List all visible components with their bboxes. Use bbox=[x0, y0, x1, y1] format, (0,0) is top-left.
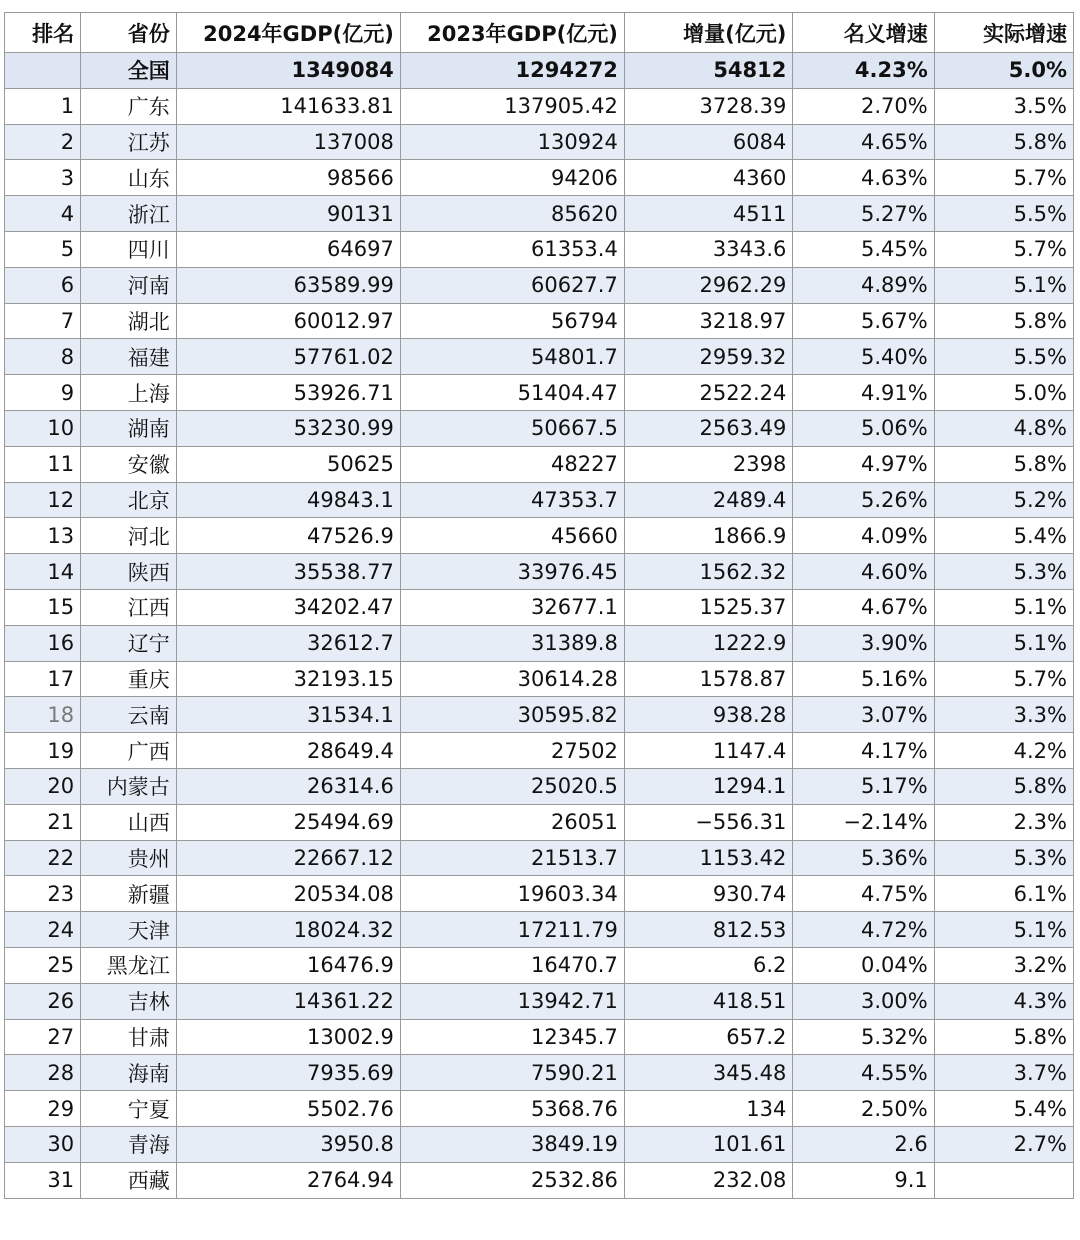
cell-rank[interactable]: 16 bbox=[5, 625, 81, 661]
cell-gdp-2024[interactable]: 26314.6 bbox=[176, 768, 400, 804]
cell-province[interactable]: 西藏 bbox=[81, 1162, 177, 1198]
cell-rank[interactable]: 11 bbox=[5, 446, 81, 482]
cell-gdp-2023[interactable]: 5368.76 bbox=[400, 1091, 624, 1127]
cell-rank[interactable]: 3 bbox=[5, 160, 81, 196]
cell-gdp-2023[interactable]: 130924 bbox=[400, 124, 624, 160]
cell-increase[interactable]: 1153.42 bbox=[624, 840, 793, 876]
cell-province[interactable]: 安徽 bbox=[81, 446, 177, 482]
table-header bbox=[5, 13, 1074, 53]
cell-rank[interactable]: 30 bbox=[5, 1126, 81, 1162]
header-real-growth[interactable]: 实际增速 bbox=[934, 13, 1073, 53]
cell-gdp-2023[interactable]: 13942.71 bbox=[400, 983, 624, 1019]
table-row bbox=[5, 196, 1074, 232]
cell-gdp-2024[interactable]: 13002.9 bbox=[176, 1019, 400, 1055]
cell-gdp-2024[interactable]: 1349084 bbox=[176, 53, 400, 89]
cell-province[interactable]: 甘肃 bbox=[81, 1019, 177, 1055]
cell-province[interactable]: 贵州 bbox=[81, 840, 177, 876]
cell-gdp-2023[interactable]: 137905.42 bbox=[400, 88, 624, 124]
cell-gdp-2023[interactable]: 60627.7 bbox=[400, 267, 624, 303]
cell-nominal-growth[interactable]: 5.06% bbox=[793, 410, 934, 446]
cell-province[interactable]: 四川 bbox=[81, 231, 177, 267]
cell-gdp-2023[interactable]: 3849.19 bbox=[400, 1126, 624, 1162]
header-nominal-growth[interactable]: 名义增速 bbox=[793, 13, 934, 53]
cell-province[interactable]: 重庆 bbox=[81, 661, 177, 697]
cell-real-growth[interactable]: 5.4% bbox=[934, 1091, 1073, 1127]
cell-nominal-growth[interactable]: 4.75% bbox=[793, 876, 934, 912]
cell-gdp-2024[interactable]: 50625 bbox=[176, 446, 400, 482]
header-province[interactable]: 省份 bbox=[81, 13, 177, 53]
cell-real-growth[interactable]: 4.8% bbox=[934, 410, 1073, 446]
cell-real-growth[interactable]: 5.5% bbox=[934, 196, 1073, 232]
table-row bbox=[5, 518, 1074, 554]
cell-province[interactable]: 宁夏 bbox=[81, 1091, 177, 1127]
cell-gdp-2024[interactable]: 34202.47 bbox=[176, 589, 400, 625]
cell-gdp-2024[interactable]: 7935.69 bbox=[176, 1055, 400, 1091]
cell-province[interactable]: 浙江 bbox=[81, 196, 177, 232]
cell-real-growth[interactable]: 5.1% bbox=[934, 589, 1073, 625]
cell-gdp-2024[interactable]: 90131 bbox=[176, 196, 400, 232]
header-gdp-2023[interactable]: 2023年GDP(亿元) bbox=[400, 13, 624, 53]
cell-gdp-2024[interactable]: 49843.1 bbox=[176, 482, 400, 518]
table-row bbox=[5, 1162, 1074, 1198]
cell-province[interactable]: 广西 bbox=[81, 733, 177, 769]
cell-rank[interactable]: 31 bbox=[5, 1162, 81, 1198]
cell-real-growth[interactable]: 2.3% bbox=[934, 804, 1073, 840]
cell-rank[interactable]: 15 bbox=[5, 589, 81, 625]
cell-province[interactable]: 陕西 bbox=[81, 554, 177, 590]
cell-province[interactable]: 江苏 bbox=[81, 124, 177, 160]
cell-gdp-2024[interactable]: 32612.7 bbox=[176, 625, 400, 661]
table-row-total bbox=[5, 53, 1074, 89]
cell-nominal-growth[interactable]: 5.40% bbox=[793, 339, 934, 375]
cell-gdp-2023[interactable]: 85620 bbox=[400, 196, 624, 232]
cell-real-growth[interactable]: 5.7% bbox=[934, 661, 1073, 697]
cell-real-growth[interactable]: 3.3% bbox=[934, 697, 1073, 733]
cell-rank[interactable]: 24 bbox=[5, 912, 81, 948]
cell-province[interactable]: 天津 bbox=[81, 912, 177, 948]
cell-gdp-2024[interactable]: 20534.08 bbox=[176, 876, 400, 912]
cell-increase[interactable]: 1147.4 bbox=[624, 733, 793, 769]
cell-nominal-growth[interactable]: 3.07% bbox=[793, 697, 934, 733]
cell-nominal-growth[interactable]: 4.09% bbox=[793, 518, 934, 554]
cell-province[interactable]: 山西 bbox=[81, 804, 177, 840]
cell-real-growth[interactable]: 5.8% bbox=[934, 124, 1073, 160]
cell-province[interactable]: 山东 bbox=[81, 160, 177, 196]
cell-nominal-growth[interactable]: 4.97% bbox=[793, 446, 934, 482]
cell-increase[interactable]: 1578.87 bbox=[624, 661, 793, 697]
table-row bbox=[5, 1019, 1074, 1055]
cell-real-growth[interactable]: 5.4% bbox=[934, 518, 1073, 554]
cell-gdp-2023[interactable]: 21513.7 bbox=[400, 840, 624, 876]
cell-increase[interactable]: 6.2 bbox=[624, 947, 793, 983]
cell-province[interactable]: 上海 bbox=[81, 375, 177, 411]
cell-real-growth[interactable]: 5.1% bbox=[934, 625, 1073, 661]
cell-gdp-2023[interactable]: 1294272 bbox=[400, 53, 624, 89]
cell-rank[interactable]: 13 bbox=[5, 518, 81, 554]
cell-gdp-2023[interactable]: 94206 bbox=[400, 160, 624, 196]
cell-real-growth[interactable]: 5.2% bbox=[934, 482, 1073, 518]
cell-gdp-2023[interactable]: 33976.45 bbox=[400, 554, 624, 590]
cell-gdp-2024[interactable]: 141633.81 bbox=[176, 88, 400, 124]
cell-gdp-2023[interactable]: 51404.47 bbox=[400, 375, 624, 411]
cell-real-growth[interactable]: 5.0% bbox=[934, 375, 1073, 411]
cell-nominal-growth[interactable]: 5.16% bbox=[793, 661, 934, 697]
table-row bbox=[5, 410, 1074, 446]
cell-nominal-growth[interactable]: 3.00% bbox=[793, 983, 934, 1019]
cell-rank[interactable]: 1 bbox=[5, 88, 81, 124]
cell-real-growth[interactable]: 5.0% bbox=[934, 53, 1073, 89]
cell-nominal-growth[interactable]: 2.70% bbox=[793, 88, 934, 124]
cell-province[interactable]: 江西 bbox=[81, 589, 177, 625]
cell-rank[interactable]: 4 bbox=[5, 196, 81, 232]
cell-nominal-growth[interactable]: 4.91% bbox=[793, 375, 934, 411]
cell-gdp-2024[interactable]: 47526.9 bbox=[176, 518, 400, 554]
cell-increase[interactable]: 3728.39 bbox=[624, 88, 793, 124]
cell-nominal-growth[interactable]: 9.1 bbox=[793, 1162, 934, 1198]
cell-increase[interactable]: 938.28 bbox=[624, 697, 793, 733]
table-row bbox=[5, 661, 1074, 697]
header-row bbox=[5, 13, 1074, 53]
cell-gdp-2024[interactable]: 2764.94 bbox=[176, 1162, 400, 1198]
cell-rank[interactable]: 9 bbox=[5, 375, 81, 411]
cell-nominal-growth[interactable]: 2.50% bbox=[793, 1091, 934, 1127]
cell-increase[interactable]: 657.2 bbox=[624, 1019, 793, 1055]
cell-nominal-growth[interactable]: 4.89% bbox=[793, 267, 934, 303]
cell-gdp-2024[interactable]: 28649.4 bbox=[176, 733, 400, 769]
cell-rank[interactable]: 21 bbox=[5, 804, 81, 840]
cell-rank[interactable]: 17 bbox=[5, 661, 81, 697]
cell-increase[interactable]: 6084 bbox=[624, 124, 793, 160]
cell-province[interactable]: 海南 bbox=[81, 1055, 177, 1091]
cell-gdp-2023[interactable]: 2532.86 bbox=[400, 1162, 624, 1198]
cell-gdp-2024[interactable]: 137008 bbox=[176, 124, 400, 160]
cell-nominal-growth[interactable]: 5.67% bbox=[793, 303, 934, 339]
cell-nominal-growth[interactable]: 2.6 bbox=[793, 1126, 934, 1162]
cell-real-growth[interactable]: 5.7% bbox=[934, 231, 1073, 267]
table-row bbox=[5, 303, 1074, 339]
cell-gdp-2023[interactable]: 27502 bbox=[400, 733, 624, 769]
cell-province[interactable]: 内蒙古 bbox=[81, 768, 177, 804]
cell-increase[interactable]: 2489.4 bbox=[624, 482, 793, 518]
cell-gdp-2024[interactable]: 57761.02 bbox=[176, 339, 400, 375]
cell-real-growth[interactable]: 4.3% bbox=[934, 983, 1073, 1019]
cell-real-growth[interactable] bbox=[934, 1162, 1073, 1198]
cell-gdp-2024[interactable]: 63589.99 bbox=[176, 267, 400, 303]
cell-real-growth[interactable]: 5.1% bbox=[934, 267, 1073, 303]
table-row bbox=[5, 912, 1074, 948]
cell-gdp-2024[interactable]: 31534.1 bbox=[176, 697, 400, 733]
cell-gdp-2023[interactable]: 61353.4 bbox=[400, 231, 624, 267]
cell-province[interactable]: 云南 bbox=[81, 697, 177, 733]
cell-increase[interactable]: 4511 bbox=[624, 196, 793, 232]
cell-increase[interactable]: 1866.9 bbox=[624, 518, 793, 554]
cell-province[interactable]: 辽宁 bbox=[81, 625, 177, 661]
cell-province[interactable]: 广东 bbox=[81, 88, 177, 124]
cell-rank[interactable]: 6 bbox=[5, 267, 81, 303]
cell-increase[interactable]: 1294.1 bbox=[624, 768, 793, 804]
cell-gdp-2023[interactable]: 50667.5 bbox=[400, 410, 624, 446]
cell-real-growth[interactable]: 5.7% bbox=[934, 160, 1073, 196]
cell-province[interactable]: 新疆 bbox=[81, 876, 177, 912]
cell-nominal-growth[interactable]: 5.36% bbox=[793, 840, 934, 876]
cell-increase[interactable]: 1525.37 bbox=[624, 589, 793, 625]
cell-nominal-growth[interactable]: 4.60% bbox=[793, 554, 934, 590]
cell-increase[interactable]: −556.31 bbox=[624, 804, 793, 840]
cell-nominal-growth[interactable]: 4.67% bbox=[793, 589, 934, 625]
table-row bbox=[5, 446, 1074, 482]
cell-increase[interactable]: 812.53 bbox=[624, 912, 793, 948]
cell-nominal-growth[interactable]: 5.27% bbox=[793, 196, 934, 232]
cell-real-growth[interactable]: 3.5% bbox=[934, 88, 1073, 124]
cell-real-growth[interactable]: 5.5% bbox=[934, 339, 1073, 375]
table-row bbox=[5, 375, 1074, 411]
cell-rank[interactable]: 7 bbox=[5, 303, 81, 339]
cell-increase[interactable]: 101.61 bbox=[624, 1126, 793, 1162]
cell-real-growth[interactable]: 5.3% bbox=[934, 840, 1073, 876]
table-row bbox=[5, 625, 1074, 661]
cell-increase[interactable]: 1562.32 bbox=[624, 554, 793, 590]
cell-rank[interactable]: 12 bbox=[5, 482, 81, 518]
cell-gdp-2023[interactable]: 48227 bbox=[400, 446, 624, 482]
header-gdp-2024[interactable]: 2024年GDP(亿元) bbox=[176, 13, 400, 53]
cell-increase[interactable]: 2398 bbox=[624, 446, 793, 482]
cell-increase[interactable]: 1222.9 bbox=[624, 625, 793, 661]
cell-real-growth[interactable]: 3.2% bbox=[934, 947, 1073, 983]
cell-province[interactable]: 青海 bbox=[81, 1126, 177, 1162]
cell-rank[interactable]: 10 bbox=[5, 410, 81, 446]
cell-increase[interactable]: 3218.97 bbox=[624, 303, 793, 339]
table-row bbox=[5, 231, 1074, 267]
cell-rank[interactable]: 8 bbox=[5, 339, 81, 375]
cell-rank[interactable]: 26 bbox=[5, 983, 81, 1019]
table-row bbox=[5, 482, 1074, 518]
table-row bbox=[5, 160, 1074, 196]
cell-gdp-2024[interactable]: 64697 bbox=[176, 231, 400, 267]
cell-nominal-growth[interactable]: 4.63% bbox=[793, 160, 934, 196]
table-row bbox=[5, 983, 1074, 1019]
cell-gdp-2024[interactable]: 22667.12 bbox=[176, 840, 400, 876]
cell-nominal-growth[interactable]: 4.23% bbox=[793, 53, 934, 89]
cell-nominal-growth[interactable]: 4.65% bbox=[793, 124, 934, 160]
cell-gdp-2024[interactable]: 5502.76 bbox=[176, 1091, 400, 1127]
cell-increase[interactable]: 54812 bbox=[624, 53, 793, 89]
cell-rank[interactable]: 19 bbox=[5, 733, 81, 769]
cell-gdp-2023[interactable]: 26051 bbox=[400, 804, 624, 840]
cell-gdp-2023[interactable]: 56794 bbox=[400, 303, 624, 339]
cell-nominal-growth[interactable]: 5.26% bbox=[793, 482, 934, 518]
cell-real-growth[interactable]: 5.3% bbox=[934, 554, 1073, 590]
table-row bbox=[5, 804, 1074, 840]
cell-rank[interactable]: 14 bbox=[5, 554, 81, 590]
cell-increase[interactable]: 418.51 bbox=[624, 983, 793, 1019]
table-body bbox=[5, 53, 1074, 1199]
table-row bbox=[5, 589, 1074, 625]
cell-increase[interactable]: 134 bbox=[624, 1091, 793, 1127]
cell-nominal-growth[interactable]: 4.17% bbox=[793, 733, 934, 769]
cell-gdp-2024[interactable]: 3950.8 bbox=[176, 1126, 400, 1162]
table-row bbox=[5, 1055, 1074, 1091]
table-row bbox=[5, 733, 1074, 769]
cell-province[interactable]: 北京 bbox=[81, 482, 177, 518]
cell-rank[interactable]: 22 bbox=[5, 840, 81, 876]
cell-increase[interactable]: 2563.49 bbox=[624, 410, 793, 446]
cell-real-growth[interactable]: 5.8% bbox=[934, 768, 1073, 804]
cell-increase[interactable]: 3343.6 bbox=[624, 231, 793, 267]
cell-nominal-growth[interactable]: 4.55% bbox=[793, 1055, 934, 1091]
table-row bbox=[5, 1126, 1074, 1162]
cell-gdp-2023[interactable]: 47353.7 bbox=[400, 482, 624, 518]
table-row bbox=[5, 124, 1074, 160]
cell-gdp-2024[interactable]: 53926.71 bbox=[176, 375, 400, 411]
cell-province[interactable]: 湖南 bbox=[81, 410, 177, 446]
cell-gdp-2023[interactable]: 32677.1 bbox=[400, 589, 624, 625]
table-row bbox=[5, 876, 1074, 912]
table-row bbox=[5, 88, 1074, 124]
table-row bbox=[5, 1091, 1074, 1127]
header-increase[interactable]: 增量(亿元) bbox=[624, 13, 793, 53]
cell-nominal-growth[interactable]: 4.72% bbox=[793, 912, 934, 948]
cell-gdp-2023[interactable]: 31389.8 bbox=[400, 625, 624, 661]
cell-real-growth[interactable]: 5.8% bbox=[934, 1019, 1073, 1055]
cell-rank[interactable]: 18 bbox=[5, 697, 81, 733]
cell-province[interactable]: 福建 bbox=[81, 339, 177, 375]
cell-rank[interactable]: 27 bbox=[5, 1019, 81, 1055]
cell-increase[interactable]: 4360 bbox=[624, 160, 793, 196]
cell-rank[interactable]: 23 bbox=[5, 876, 81, 912]
cell-gdp-2024[interactable]: 98566 bbox=[176, 160, 400, 196]
header-rank[interactable]: 排名 bbox=[5, 13, 81, 53]
cell-rank[interactable]: 25 bbox=[5, 947, 81, 983]
table-row bbox=[5, 947, 1074, 983]
cell-real-growth[interactable]: 4.2% bbox=[934, 733, 1073, 769]
table-row bbox=[5, 554, 1074, 590]
cell-gdp-2023[interactable]: 45660 bbox=[400, 518, 624, 554]
cell-rank[interactable] bbox=[5, 53, 81, 89]
cell-nominal-growth[interactable]: 5.17% bbox=[793, 768, 934, 804]
table-row bbox=[5, 697, 1074, 733]
cell-nominal-growth[interactable]: 5.45% bbox=[793, 231, 934, 267]
cell-province[interactable]: 河北 bbox=[81, 518, 177, 554]
gdp-table bbox=[4, 12, 1074, 1199]
cell-rank[interactable]: 2 bbox=[5, 124, 81, 160]
cell-gdp-2024[interactable]: 14361.22 bbox=[176, 983, 400, 1019]
cell-increase[interactable]: 930.74 bbox=[624, 876, 793, 912]
cell-province[interactable]: 全国 bbox=[81, 53, 177, 89]
cell-gdp-2023[interactable]: 16470.7 bbox=[400, 947, 624, 983]
table-row bbox=[5, 768, 1074, 804]
table-row bbox=[5, 339, 1074, 375]
cell-gdp-2024[interactable]: 60012.97 bbox=[176, 303, 400, 339]
cell-increase[interactable]: 2962.29 bbox=[624, 267, 793, 303]
cell-gdp-2023[interactable]: 30614.28 bbox=[400, 661, 624, 697]
cell-nominal-growth[interactable]: 0.04% bbox=[793, 947, 934, 983]
table-row bbox=[5, 267, 1074, 303]
cell-nominal-growth[interactable]: 5.32% bbox=[793, 1019, 934, 1055]
cell-rank[interactable]: 20 bbox=[5, 768, 81, 804]
cell-gdp-2024[interactable]: 18024.32 bbox=[176, 912, 400, 948]
cell-gdp-2024[interactable]: 35538.77 bbox=[176, 554, 400, 590]
cell-gdp-2023[interactable]: 19603.34 bbox=[400, 876, 624, 912]
cell-gdp-2023[interactable]: 25020.5 bbox=[400, 768, 624, 804]
cell-province[interactable]: 湖北 bbox=[81, 303, 177, 339]
cell-gdp-2023[interactable]: 7590.21 bbox=[400, 1055, 624, 1091]
cell-nominal-growth[interactable]: −2.14% bbox=[793, 804, 934, 840]
cell-rank[interactable]: 28 bbox=[5, 1055, 81, 1091]
cell-gdp-2023[interactable]: 12345.7 bbox=[400, 1019, 624, 1055]
cell-gdp-2024[interactable]: 32193.15 bbox=[176, 661, 400, 697]
cell-gdp-2023[interactable]: 17211.79 bbox=[400, 912, 624, 948]
cell-gdp-2024[interactable]: 16476.9 bbox=[176, 947, 400, 983]
cell-increase[interactable]: 2522.24 bbox=[624, 375, 793, 411]
cell-gdp-2023[interactable]: 30595.82 bbox=[400, 697, 624, 733]
cell-rank[interactable]: 29 bbox=[5, 1091, 81, 1127]
cell-rank[interactable]: 5 bbox=[5, 231, 81, 267]
cell-real-growth[interactable]: 5.8% bbox=[934, 446, 1073, 482]
cell-real-growth[interactable]: 3.7% bbox=[934, 1055, 1073, 1091]
cell-gdp-2023[interactable]: 54801.7 bbox=[400, 339, 624, 375]
cell-real-growth[interactable]: 5.8% bbox=[934, 303, 1073, 339]
cell-province[interactable]: 黑龙江 bbox=[81, 947, 177, 983]
cell-increase[interactable]: 345.48 bbox=[624, 1055, 793, 1091]
cell-province[interactable]: 河南 bbox=[81, 267, 177, 303]
cell-real-growth[interactable]: 5.1% bbox=[934, 912, 1073, 948]
cell-gdp-2024[interactable]: 53230.99 bbox=[176, 410, 400, 446]
cell-gdp-2024[interactable]: 25494.69 bbox=[176, 804, 400, 840]
table-row bbox=[5, 840, 1074, 876]
cell-real-growth[interactable]: 6.1% bbox=[934, 876, 1073, 912]
cell-nominal-growth[interactable]: 3.90% bbox=[793, 625, 934, 661]
cell-real-growth[interactable]: 2.7% bbox=[934, 1126, 1073, 1162]
cell-province[interactable]: 吉林 bbox=[81, 983, 177, 1019]
cell-increase[interactable]: 232.08 bbox=[624, 1162, 793, 1198]
cell-increase[interactable]: 2959.32 bbox=[624, 339, 793, 375]
